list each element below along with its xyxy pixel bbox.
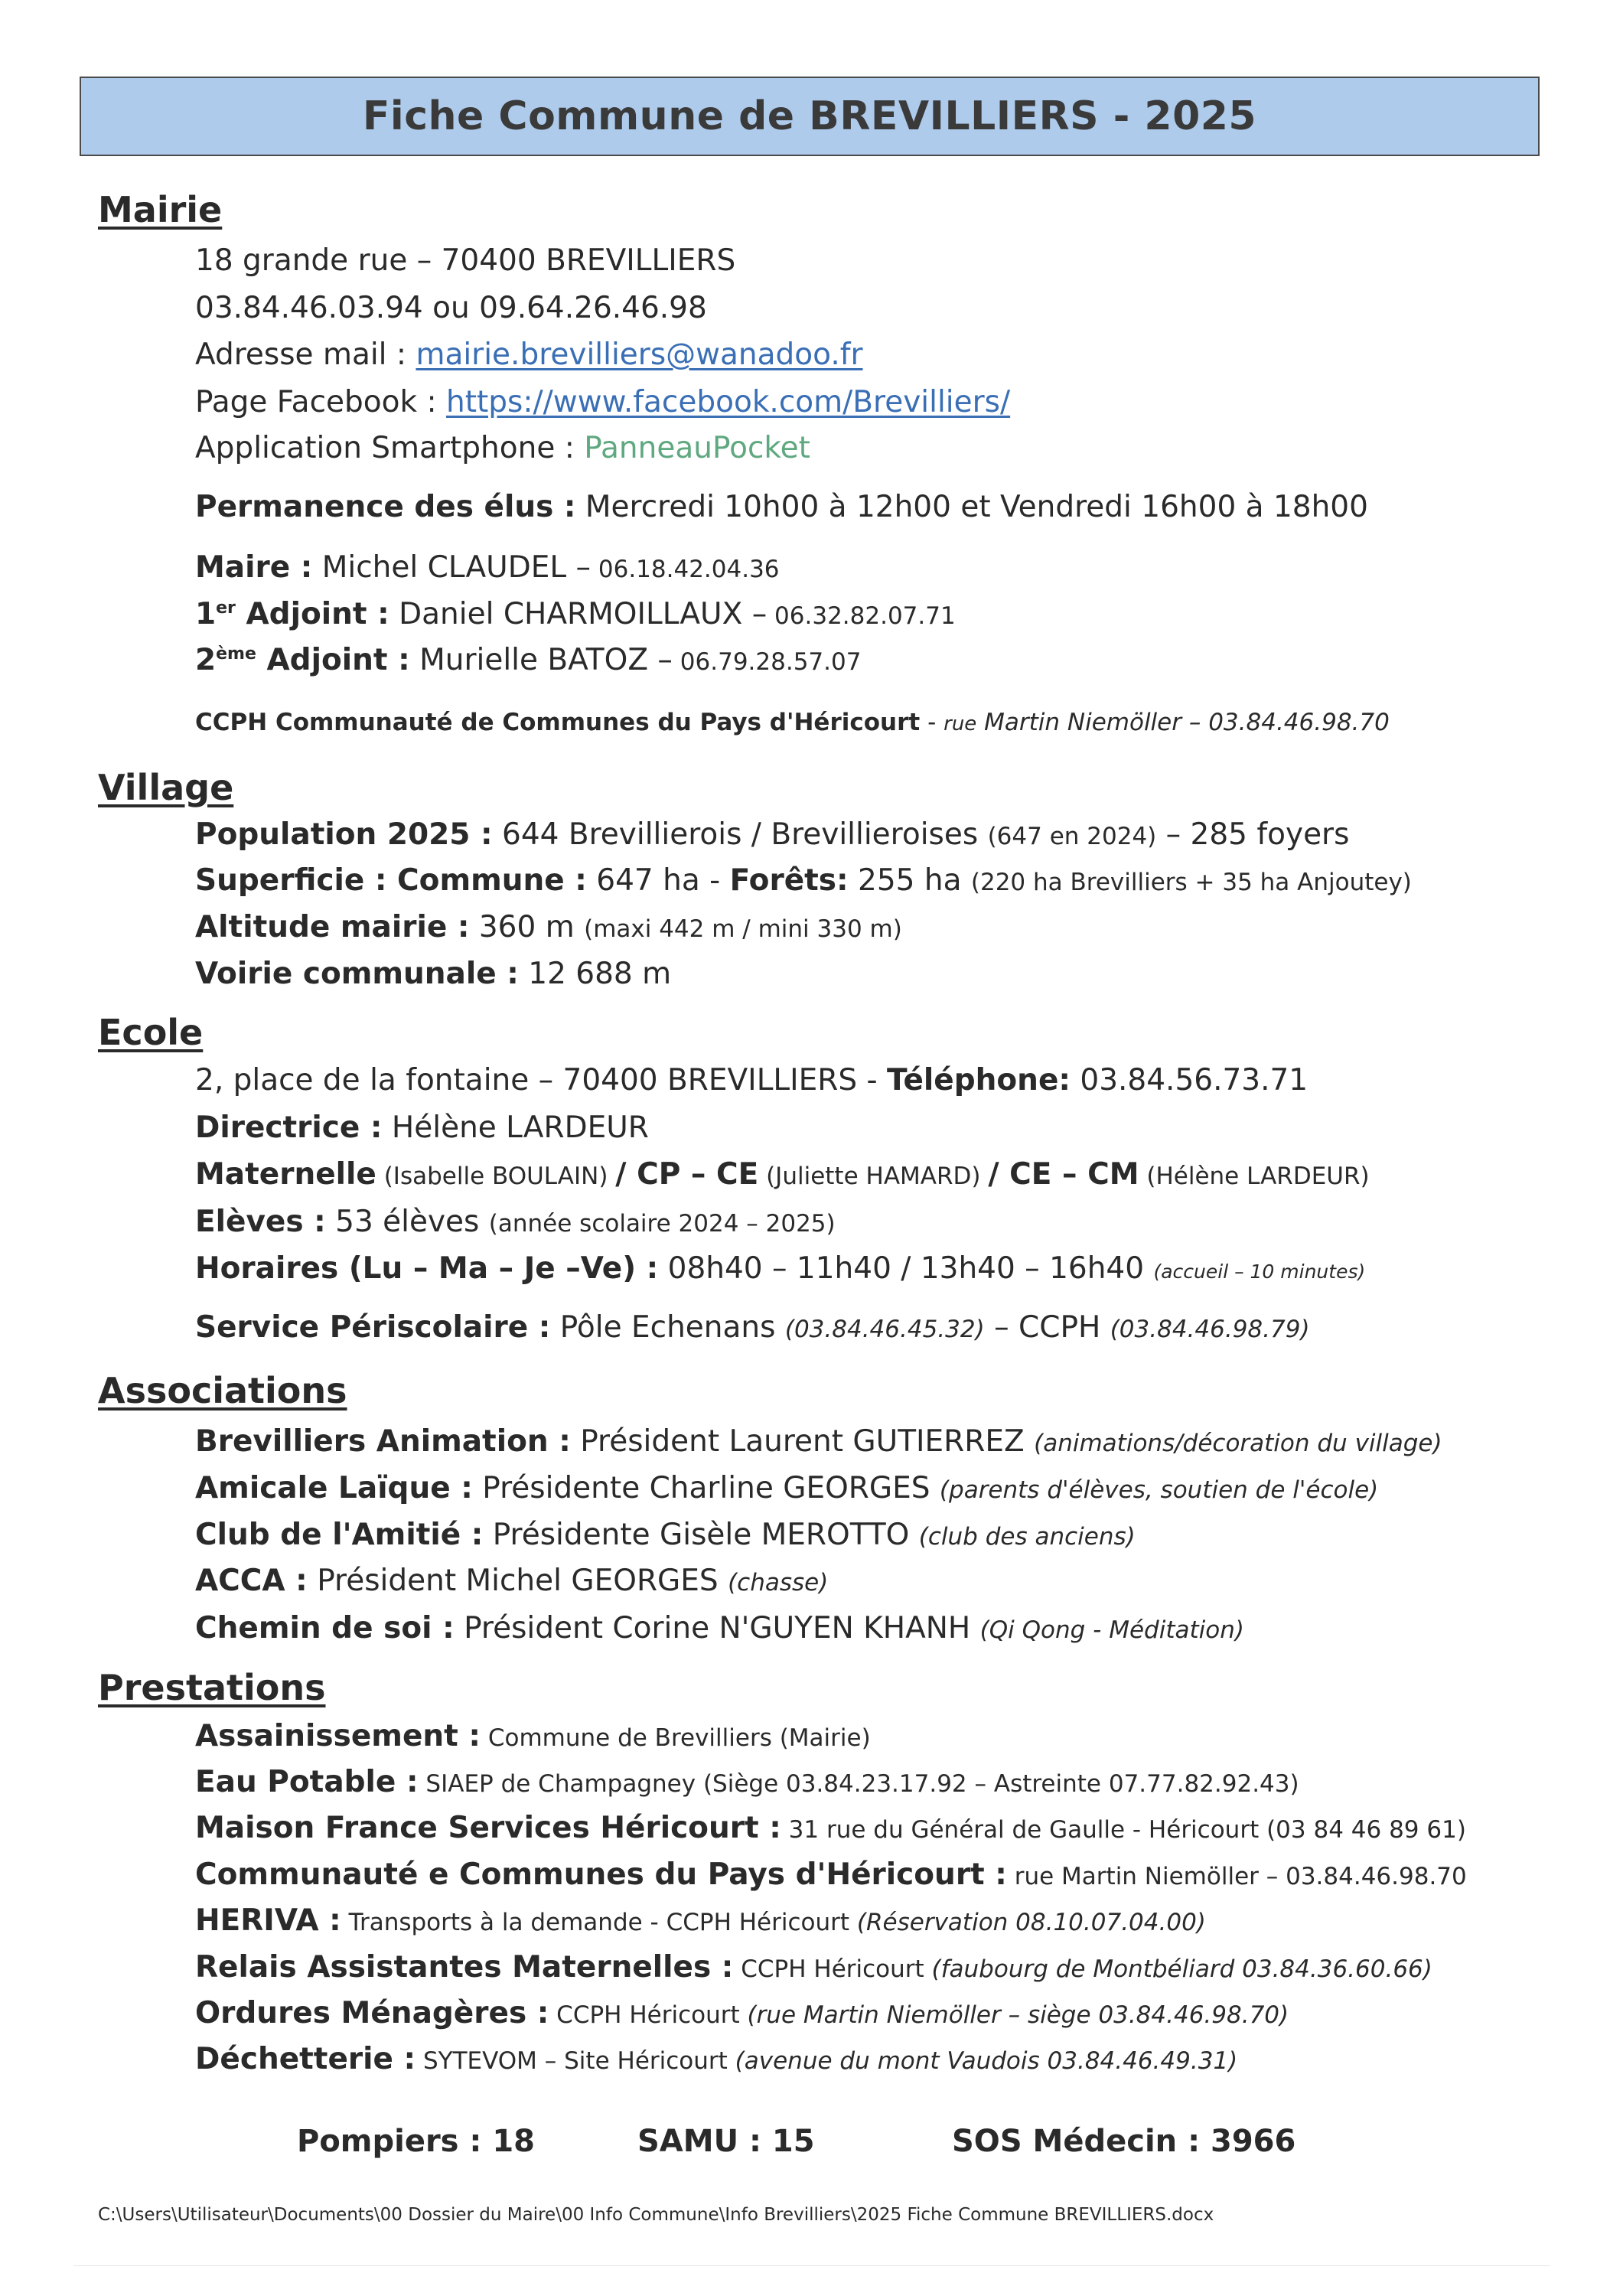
eleves-label: Elèves : [195,1205,326,1239]
association-label: ACCA : [195,1564,308,1598]
association-row [195,1471,1378,1505]
eleves-row [195,1205,836,1239]
horaires-label: Horaires (Lu – Ma – Je –Ve) : [195,1251,659,1286]
prestation-value: Transports à la demande - CCPH Héricourt [341,1909,857,1936]
prestation-note: (avenue du mont Vaudois 03.84.46.49.31) [735,2047,1238,2075]
association-value: Président Corine N'GUYEN KHANH [454,1611,980,1645]
horaires-detail: (accueil – 10 minutes) [1153,1261,1366,1283]
ccph-dash: - [920,709,944,736]
cpce-label: / CP – CE [615,1157,759,1192]
prestation-label: Eau Potable : [195,1765,419,1799]
prestation-label: Assainissement : [195,1719,481,1753]
voirie-value: 12 688 m [518,957,672,991]
prestation-label: Relais Assistantes Maternelles : [195,1950,734,1985]
population-label: Population 2025 : [195,817,493,852]
association-value: Président Laurent GUTIERREZ [570,1424,1035,1459]
classes-row [195,1157,1370,1192]
maire-phone: 06.18.42.04.36 [591,556,780,583]
mairie-address: 18 grande rue – 70400 BREVILLIERS [195,243,736,278]
eleves-detail: (année scolaire 2024 – 2025) [488,1210,836,1238]
adjoint2-label: Adjoint : [256,643,410,677]
mairie-email-row [195,338,863,372]
association-row [195,1518,1136,1552]
prestation-row [195,1811,1466,1845]
association-note: (animations/décoration du village) [1034,1430,1442,1457]
adjoint2-name: Murielle BATOZ – [409,643,673,677]
footer-file-path: C:\Users\Utilisateur\Documents\00 Dossier du Maire\00 Info Commune\Info Brevilliers\2025 Fiche Commune BREVILLIERS.docx [98,2205,1214,2225]
association-row [195,1424,1442,1459]
prestation-label: Maison France Services Héricourt : [195,1811,781,1845]
maire-row [195,550,780,585]
population-prev: (647 en 2024) [987,823,1157,850]
ecole-tel-value: 03.84.56.73.71 [1071,1063,1309,1097]
prestation-value: SYTEVOM – Site Héricourt [416,2047,735,2075]
adjoint1-phone: 06.32.82.07.71 [767,602,956,630]
altitude-row [195,910,902,944]
prestation-label: Communauté e Communes du Pays d'Héricourt : [195,1857,1007,1892]
prestation-row [195,1903,1206,1938]
prestation-value: 31 rue du Général de Gaulle - Héricourt (03 84 46 89 61) [781,1816,1466,1844]
population-row [195,817,1349,852]
email-label: Adresse mail : [195,338,416,372]
periscolaire-row [195,1310,1310,1345]
eleves-value: 53 élèves [325,1205,489,1239]
maire-label: Maire : [195,550,313,585]
page-title: Fiche Commune de BREVILLIERS - 2025 [80,77,1540,156]
adjoint1-label: Adjoint : [235,597,389,631]
cecm-label: / CE – CM [988,1157,1139,1192]
prestation-label: Déchetterie : [195,2042,416,2076]
directrice-row [195,1110,649,1145]
horaires-row [195,1251,1365,1286]
association-note: (club des anciens) [918,1523,1136,1551]
prestation-value: Commune de Brevilliers (Mairie) [480,1724,871,1752]
prestation-row [195,1719,871,1753]
association-value: Président Michel GEORGES [307,1564,728,1598]
association-row [195,1611,1244,1645]
adjoint1-sup: er [216,598,236,618]
section-heading-village: Village [98,767,234,808]
altitude-label: Altitude mairie : [195,910,470,944]
adjoint1-name: Daniel CHARMOILLAUX – [389,597,768,631]
association-note: (chasse) [728,1569,829,1596]
prestation-note: (faubourg de Montbéliard 03.84.36.60.66) [931,1955,1432,1983]
association-label: Club de l'Amitié : [195,1518,484,1552]
sos-medecin-number: SOS Médecin : 3966 [952,2124,1296,2159]
adjoint2-num: 2 [195,643,217,677]
prestation-label: Ordures Ménagères : [195,1996,549,2030]
maternelle-label: Maternelle [195,1157,376,1192]
mairie-phones: 03.84.46.03.94 ou 09.64.26.46.98 [195,291,707,325]
superficie-label: Superficie : Commune : [195,863,587,898]
periscolaire-tel2: (03.84.46.98.79) [1110,1316,1310,1343]
adjoint2-row [195,643,861,677]
prestation-row [195,2042,1237,2076]
periscolaire-tel1: (03.84.46.45.32) [784,1316,985,1343]
prestation-note: (Réservation 08.10.07.04.00) [856,1909,1206,1936]
association-note: (parents d'élèves, soutien de l'école) [939,1476,1379,1504]
periscolaire-mid: – CCPH [984,1310,1110,1345]
population-value: 644 Brevillierois / Brevillieroises [492,817,988,852]
cpce-teacher: (Juliette HAMARD) [758,1163,989,1190]
forets-value: 255 ha [848,863,971,898]
forets-detail: (220 ha Brevilliers + 35 ha Anjoutey) [970,869,1412,896]
prestation-row [195,1950,1432,1985]
superficie-value: 647 ha - [586,863,730,898]
population-foyers: – 285 foyers [1156,817,1350,852]
ccph-address: Martin Niemöller – 03.84.46.98.70 [976,709,1390,736]
facebook-link[interactable]: https://www.facebook.com/Brevilliers/ [446,385,1011,419]
periscolaire-value: Pôle Echenans [550,1310,785,1345]
section-heading-associations: Associations [98,1370,347,1411]
app-name: PanneauPocket [584,431,810,465]
association-value: Présidente Gisèle MEROTTO [483,1518,919,1552]
prestation-value: rue Martin Niemöller – 03.84.46.98.70 [1006,1863,1467,1890]
forets-label: Forêts: [729,863,849,898]
prestation-row [195,1996,1289,2030]
prestation-row [195,1857,1467,1892]
prestation-value: SIAEP de Champagney (Siège 03.84.23.17.92 – Astreinte 07.77.82.92.43) [418,1770,1299,1798]
association-label: Brevilliers Animation : [195,1424,571,1459]
pompiers-number: Pompiers : 18 [297,2124,535,2159]
adjoint1-num: 1 [195,597,217,631]
association-row [195,1564,828,1598]
facebook-label: Page Facebook : [195,385,446,419]
maire-name: Michel CLAUDEL – [312,550,592,585]
app-label: Application Smartphone : [195,431,585,465]
email-link[interactable]: mairie.brevilliers@wanadoo.fr [416,338,863,372]
periscolaire-label: Service Périscolaire : [195,1310,551,1345]
cecm-teacher: (Hélène LARDEUR) [1139,1163,1370,1190]
adjoint2-phone: 06.79.28.57.07 [672,648,862,676]
altitude-value: 360 m [469,910,585,944]
ccph-rue: rue [943,713,977,735]
altitude-detail: (maxi 442 m / mini 330 m) [584,915,902,943]
directrice-value: Hélène LARDEUR [382,1110,649,1145]
mairie-app-row [195,431,810,465]
adjoint1-row [195,597,956,631]
ecole-address-row [195,1063,1308,1097]
mairie-facebook-row [195,385,1010,419]
page-bottom-divider [73,2265,1550,2266]
association-label: Amicale Laïque : [195,1471,473,1505]
superficie-row [195,863,1412,898]
permanence-value: Mercredi 10h00 à 12h00 et Vendredi 16h00 à 18h00 [575,490,1368,524]
section-heading-ecole: Ecole [98,1012,204,1053]
samu-number: SAMU : 15 [637,2124,815,2159]
section-heading-prestations: Prestations [98,1667,326,1708]
section-heading-mairie: Mairie [98,189,223,230]
prestation-label: HERIVA : [195,1903,341,1938]
directrice-label: Directrice : [195,1110,383,1145]
ccph-label: CCPH Communauté de Communes du Pays d'Héricourt [195,709,921,736]
prestation-row [195,1765,1299,1799]
maternelle-teacher: (Isabelle BOULAIN) [376,1163,616,1190]
horaires-value: 08h40 – 11h40 / 13h40 – 16h40 [658,1251,1154,1286]
association-label: Chemin de soi : [195,1611,455,1645]
voirie-label: Voirie communale : [195,957,519,991]
prestation-value: CCPH Héricourt [733,1955,932,1983]
permanence-row [195,490,1368,524]
adjoint2-sup: ème [216,644,256,664]
permanence-label: Permanence des élus : [195,490,576,524]
voirie-row [195,957,671,991]
association-value: Présidente Charline GEORGES [472,1471,940,1505]
prestation-value: CCPH Héricourt [549,2001,748,2029]
prestation-note: (rue Martin Niemöller – siège 03.84.46.98.70) [747,2001,1289,2029]
association-note: (Qi Qong - Méditation) [979,1616,1244,1644]
ecole-address: 2, place de la fontaine – 70400 BREVILLIERS - [195,1063,888,1097]
ecole-tel-label: Téléphone: [887,1063,1071,1097]
ccph-row [195,709,1390,736]
